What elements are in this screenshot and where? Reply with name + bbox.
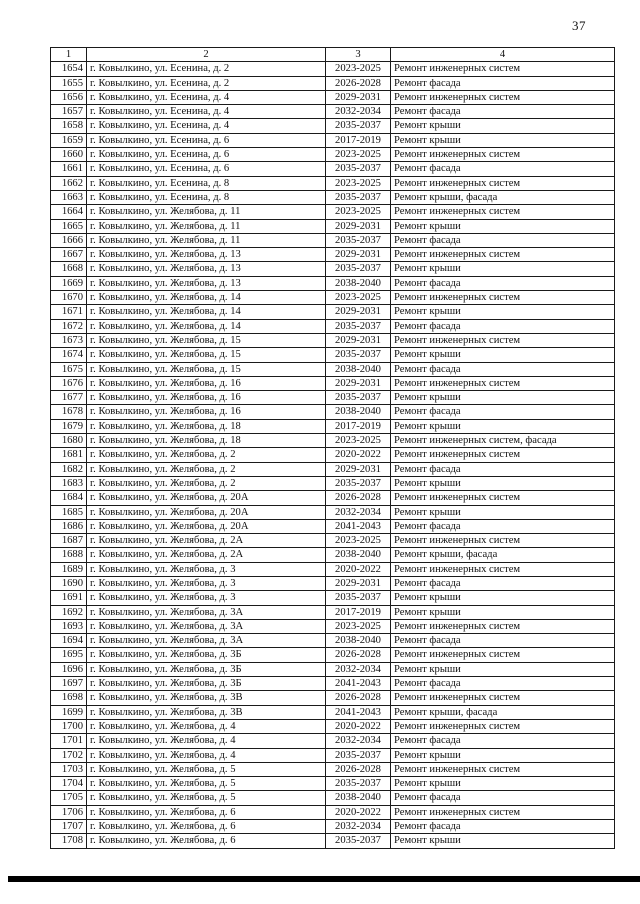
- work-type-cell: Ремонт инженерных систем: [391, 448, 615, 462]
- work-type-cell: Ремонт фасада: [391, 319, 615, 333]
- period-cell: 2035-2037: [326, 262, 391, 276]
- address-cell: г. Ковылкино, ул. Желябова, д. 14: [87, 305, 326, 319]
- work-type-cell: Ремонт крыши: [391, 605, 615, 619]
- row-number: 1667: [51, 248, 87, 262]
- row-number: 1688: [51, 548, 87, 562]
- row-number: 1676: [51, 376, 87, 390]
- period-cell: 2032-2034: [326, 505, 391, 519]
- table-row: [51, 190, 615, 204]
- row-number: 1687: [51, 534, 87, 548]
- table-row: [51, 119, 615, 133]
- table-row: [51, 634, 615, 648]
- address-cell: г. Ковылкино, ул. Желябова, д. 2: [87, 476, 326, 490]
- work-type-cell: Ремонт инженерных систем: [391, 248, 615, 262]
- row-number: 1689: [51, 562, 87, 576]
- work-type-cell: Ремонт крыши: [391, 748, 615, 762]
- address-cell: г. Ковылкино, ул. Желябова, д. 16: [87, 405, 326, 419]
- period-cell: 2023-2025: [326, 434, 391, 448]
- row-number: 1665: [51, 219, 87, 233]
- address-cell: г. Ковылкино, ул. Желябова, д. 3Б: [87, 648, 326, 662]
- table-row: [51, 805, 615, 819]
- table-row: [51, 448, 615, 462]
- work-type-cell: Ремонт инженерных систем: [391, 291, 615, 305]
- work-type-cell: Ремонт инженерных систем: [391, 205, 615, 219]
- address-cell: г. Ковылкино, ул. Желябова, д. 11: [87, 219, 326, 233]
- work-type-cell: Ремонт инженерных систем, фасада: [391, 434, 615, 448]
- work-type-cell: Ремонт фасада: [391, 519, 615, 533]
- row-number: 1673: [51, 333, 87, 347]
- period-cell: 2041-2043: [326, 705, 391, 719]
- work-type-cell: Ремонт инженерных систем: [391, 562, 615, 576]
- address-cell: г. Ковылкино, ул. Желябова, д. 3: [87, 591, 326, 605]
- work-type-cell: Ремонт фасада: [391, 576, 615, 590]
- work-type-cell: Ремонт инженерных систем: [391, 62, 615, 76]
- row-number: 1704: [51, 777, 87, 791]
- row-number: 1691: [51, 591, 87, 605]
- table-row: [51, 462, 615, 476]
- period-cell: 2017-2019: [326, 419, 391, 433]
- row-number: 1690: [51, 576, 87, 590]
- scan-bottom-band: [8, 876, 640, 882]
- row-number: 1694: [51, 634, 87, 648]
- table-row: [51, 691, 615, 705]
- period-cell: 2029-2031: [326, 305, 391, 319]
- period-cell: 2029-2031: [326, 248, 391, 262]
- table-row: [51, 262, 615, 276]
- table-body: [51, 62, 615, 848]
- work-type-cell: Ремонт инженерных систем: [391, 176, 615, 190]
- table-row: [51, 562, 615, 576]
- work-type-cell: Ремонт крыши: [391, 391, 615, 405]
- work-type-cell: Ремонт инженерных систем: [391, 619, 615, 633]
- address-cell: г. Ковылкино, ул. Желябова, д. 3В: [87, 705, 326, 719]
- work-type-cell: Ремонт крыши: [391, 219, 615, 233]
- address-cell: г. Ковылкино, ул. Желябова, д. 2: [87, 462, 326, 476]
- period-cell: 2017-2019: [326, 133, 391, 147]
- period-cell: 2041-2043: [326, 519, 391, 533]
- row-number: 1700: [51, 719, 87, 733]
- row-number: 1678: [51, 405, 87, 419]
- period-cell: 2035-2037: [326, 777, 391, 791]
- period-cell: 2020-2022: [326, 805, 391, 819]
- header-col-1: 1: [51, 48, 87, 62]
- row-number: 1705: [51, 791, 87, 805]
- row-number: 1699: [51, 705, 87, 719]
- address-cell: г. Ковылкино, ул. Желябова, д. 3А: [87, 605, 326, 619]
- period-cell: 2017-2019: [326, 605, 391, 619]
- table-row: [51, 348, 615, 362]
- work-type-cell: Ремонт инженерных систем: [391, 333, 615, 347]
- address-cell: г. Ковылкино, ул. Желябова, д. 6: [87, 805, 326, 819]
- period-cell: 2032-2034: [326, 105, 391, 119]
- table-row: [51, 319, 615, 333]
- table-row: [51, 248, 615, 262]
- period-cell: 2029-2031: [326, 90, 391, 104]
- address-cell: г. Ковылкино, ул. Желябова, д. 4: [87, 719, 326, 733]
- table-row: [51, 333, 615, 347]
- work-type-cell: Ремонт инженерных систем: [391, 491, 615, 505]
- address-cell: г. Ковылкино, ул. Есенина, д. 2: [87, 76, 326, 90]
- row-number: 1698: [51, 691, 87, 705]
- work-type-cell: Ремонт фасада: [391, 677, 615, 691]
- table-row: [51, 62, 615, 76]
- row-number: 1660: [51, 148, 87, 162]
- capital-repair-table: [50, 47, 615, 849]
- address-cell: г. Ковылкино, ул. Желябова, д. 2: [87, 448, 326, 462]
- table-row: [51, 434, 615, 448]
- row-number: 1684: [51, 491, 87, 505]
- work-type-cell: Ремонт фасада: [391, 362, 615, 376]
- row-number: 1664: [51, 205, 87, 219]
- work-type-cell: Ремонт фасада: [391, 820, 615, 834]
- work-type-cell: Ремонт крыши: [391, 419, 615, 433]
- period-cell: 2023-2025: [326, 176, 391, 190]
- period-cell: 2020-2022: [326, 448, 391, 462]
- table-row: [51, 90, 615, 104]
- header-col-2: 2: [87, 48, 326, 62]
- address-cell: г. Ковылкино, ул. Есенина, д. 8: [87, 176, 326, 190]
- period-cell: 2026-2028: [326, 491, 391, 505]
- row-number: 1696: [51, 662, 87, 676]
- address-cell: г. Ковылкино, ул. Желябова, д. 4: [87, 734, 326, 748]
- row-number: 1672: [51, 319, 87, 333]
- table-row: [51, 391, 615, 405]
- address-cell: г. Ковылкино, ул. Желябова, д. 20А: [87, 519, 326, 533]
- address-cell: г. Ковылкино, ул. Желябова, д. 3А: [87, 634, 326, 648]
- period-cell: 2023-2025: [326, 291, 391, 305]
- table-row: [51, 419, 615, 433]
- table-row: [51, 76, 615, 90]
- work-type-cell: Ремонт крыши: [391, 348, 615, 362]
- work-type-cell: Ремонт крыши: [391, 505, 615, 519]
- work-type-cell: Ремонт инженерных систем: [391, 762, 615, 776]
- work-type-cell: Ремонт крыши: [391, 305, 615, 319]
- table-row: [51, 605, 615, 619]
- address-cell: г. Ковылкино, ул. Желябова, д. 5: [87, 777, 326, 791]
- period-cell: 2023-2025: [326, 62, 391, 76]
- table-row: [51, 762, 615, 776]
- period-cell: 2032-2034: [326, 820, 391, 834]
- address-cell: г. Ковылкино, ул. Желябова, д. 3Б: [87, 677, 326, 691]
- row-number: 1680: [51, 434, 87, 448]
- row-number: 1674: [51, 348, 87, 362]
- work-type-cell: Ремонт крыши: [391, 834, 615, 848]
- row-number: 1686: [51, 519, 87, 533]
- row-number: 1669: [51, 276, 87, 290]
- address-cell: г. Ковылкино, ул. Желябова, д. 6: [87, 834, 326, 848]
- address-cell: г. Ковылкино, ул. Есенина, д. 6: [87, 133, 326, 147]
- row-number: 1693: [51, 619, 87, 633]
- table-row: [51, 276, 615, 290]
- row-number: 1706: [51, 805, 87, 819]
- table-row: [51, 777, 615, 791]
- address-cell: г. Ковылкино, ул. Желябова, д. 18: [87, 419, 326, 433]
- row-number: 1668: [51, 262, 87, 276]
- period-cell: 2038-2040: [326, 362, 391, 376]
- row-number: 1671: [51, 305, 87, 319]
- address-cell: г. Ковылкино, ул. Желябова, д. 14: [87, 291, 326, 305]
- work-type-cell: Ремонт крыши: [391, 777, 615, 791]
- period-cell: 2035-2037: [326, 391, 391, 405]
- address-cell: г. Ковылкино, ул. Желябова, д. 5: [87, 791, 326, 805]
- work-type-cell: Ремонт фасада: [391, 734, 615, 748]
- header-col-4: 4: [391, 48, 615, 62]
- address-cell: г. Ковылкино, ул. Желябова, д. 3: [87, 562, 326, 576]
- table-row: [51, 133, 615, 147]
- table-row: [51, 305, 615, 319]
- period-cell: 2023-2025: [326, 534, 391, 548]
- period-cell: 2035-2037: [326, 190, 391, 204]
- table-row: [51, 719, 615, 733]
- row-number: 1655: [51, 76, 87, 90]
- period-cell: 2035-2037: [326, 591, 391, 605]
- table-row: [51, 820, 615, 834]
- table-row: [51, 405, 615, 419]
- table-row: [51, 148, 615, 162]
- address-cell: г. Ковылкино, ул. Желябова, д. 13: [87, 248, 326, 262]
- work-type-cell: Ремонт крыши: [391, 662, 615, 676]
- period-cell: 2035-2037: [326, 119, 391, 133]
- period-cell: 2023-2025: [326, 205, 391, 219]
- address-cell: г. Ковылкино, ул. Желябова, д. 16: [87, 391, 326, 405]
- period-cell: 2041-2043: [326, 677, 391, 691]
- table-row: [51, 219, 615, 233]
- period-cell: 2038-2040: [326, 634, 391, 648]
- table-row: [51, 834, 615, 848]
- table-row: [51, 162, 615, 176]
- row-number: 1697: [51, 677, 87, 691]
- table-row: [51, 677, 615, 691]
- table-row: [51, 519, 615, 533]
- address-cell: г. Ковылкино, ул. Есенина, д. 6: [87, 148, 326, 162]
- period-cell: 2035-2037: [326, 319, 391, 333]
- row-number: 1707: [51, 820, 87, 834]
- row-number: 1703: [51, 762, 87, 776]
- address-cell: г. Ковылкино, ул. Желябова, д. 15: [87, 333, 326, 347]
- work-type-cell: Ремонт крыши: [391, 133, 615, 147]
- period-cell: 2032-2034: [326, 734, 391, 748]
- period-cell: 2020-2022: [326, 562, 391, 576]
- work-type-cell: Ремонт инженерных систем: [391, 534, 615, 548]
- address-cell: г. Ковылкино, ул. Желябова, д. 15: [87, 348, 326, 362]
- table-row: [51, 648, 615, 662]
- address-cell: г. Ковылкино, ул. Желябова, д. 2А: [87, 548, 326, 562]
- table-row: [51, 662, 615, 676]
- table-row: [51, 205, 615, 219]
- period-cell: 2026-2028: [326, 76, 391, 90]
- address-cell: г. Ковылкино, ул. Желябова, д. 3Б: [87, 662, 326, 676]
- address-cell: г. Ковылкино, ул. Желябова, д. 3: [87, 576, 326, 590]
- table-row: [51, 619, 615, 633]
- period-cell: 2035-2037: [326, 233, 391, 247]
- row-number: 1708: [51, 834, 87, 848]
- work-type-cell: Ремонт инженерных систем: [391, 376, 615, 390]
- address-cell: г. Ковылкино, ул. Желябова, д. 14: [87, 319, 326, 333]
- period-cell: 2029-2031: [326, 462, 391, 476]
- address-cell: г. Ковылкино, ул. Есенина, д. 4: [87, 105, 326, 119]
- work-type-cell: Ремонт фасада: [391, 405, 615, 419]
- table-row: [51, 576, 615, 590]
- address-cell: г. Ковылкино, ул. Желябова, д. 13: [87, 276, 326, 290]
- period-cell: 2029-2031: [326, 333, 391, 347]
- work-type-cell: Ремонт фасада: [391, 791, 615, 805]
- row-number: 1657: [51, 105, 87, 119]
- period-cell: 2035-2037: [326, 476, 391, 490]
- table-row: [51, 534, 615, 548]
- table-row: [51, 376, 615, 390]
- work-type-cell: Ремонт крыши: [391, 476, 615, 490]
- period-cell: 2038-2040: [326, 548, 391, 562]
- row-number: 1663: [51, 190, 87, 204]
- work-type-cell: Ремонт крыши: [391, 591, 615, 605]
- address-cell: г. Ковылкино, ул. Желябова, д. 20А: [87, 505, 326, 519]
- table-row: [51, 591, 615, 605]
- row-number: 1654: [51, 62, 87, 76]
- period-cell: 2029-2031: [326, 376, 391, 390]
- work-type-cell: Ремонт фасада: [391, 105, 615, 119]
- table-row: [51, 734, 615, 748]
- period-cell: 2035-2037: [326, 348, 391, 362]
- address-cell: г. Ковылкино, ул. Желябова, д. 13: [87, 262, 326, 276]
- address-cell: г. Ковылкино, ул. Есенина, д. 4: [87, 90, 326, 104]
- row-number: 1662: [51, 176, 87, 190]
- header-col-3: 3: [326, 48, 391, 62]
- row-number: 1675: [51, 362, 87, 376]
- row-number: 1677: [51, 391, 87, 405]
- row-number: 1670: [51, 291, 87, 305]
- table-row: [51, 491, 615, 505]
- period-cell: 2026-2028: [326, 762, 391, 776]
- address-cell: г. Ковылкино, ул. Есенина, д. 8: [87, 190, 326, 204]
- address-cell: г. Ковылкино, ул. Желябова, д. 16: [87, 376, 326, 390]
- work-type-cell: Ремонт крыши: [391, 262, 615, 276]
- row-number: 1685: [51, 505, 87, 519]
- table-row: [51, 291, 615, 305]
- work-type-cell: Ремонт крыши, фасада: [391, 190, 615, 204]
- row-number: 1679: [51, 419, 87, 433]
- work-type-cell: Ремонт фасада: [391, 276, 615, 290]
- address-cell: г. Ковылкино, ул. Желябова, д. 5: [87, 762, 326, 776]
- address-cell: г. Ковылкино, ул. Есенина, д. 4: [87, 119, 326, 133]
- address-cell: г. Ковылкино, ул. Желябова, д. 15: [87, 362, 326, 376]
- period-cell: 2035-2037: [326, 162, 391, 176]
- address-cell: г. Ковылкино, ул. Желябова, д. 3В: [87, 691, 326, 705]
- table-row: [51, 505, 615, 519]
- address-cell: г. Ковылкино, ул. Желябова, д. 4: [87, 748, 326, 762]
- row-number: 1702: [51, 748, 87, 762]
- address-cell: г. Ковылкино, ул. Желябова, д. 11: [87, 205, 326, 219]
- period-cell: 2035-2037: [326, 748, 391, 762]
- address-cell: г. Ковылкино, ул. Желябова, д. 20А: [87, 491, 326, 505]
- period-cell: 2035-2037: [326, 834, 391, 848]
- address-cell: г. Ковылкино, ул. Есенина, д. 6: [87, 162, 326, 176]
- row-number: 1701: [51, 734, 87, 748]
- address-cell: г. Ковылкино, ул. Желябова, д. 6: [87, 820, 326, 834]
- period-cell: 2029-2031: [326, 576, 391, 590]
- period-cell: 2029-2031: [326, 219, 391, 233]
- work-type-cell: Ремонт крыши, фасада: [391, 548, 615, 562]
- work-type-cell: Ремонт крыши, фасада: [391, 705, 615, 719]
- row-number: 1681: [51, 448, 87, 462]
- work-type-cell: Ремонт крыши: [391, 119, 615, 133]
- work-type-cell: Ремонт фасада: [391, 162, 615, 176]
- period-cell: 2023-2025: [326, 619, 391, 633]
- address-cell: г. Ковылкино, ул. Желябова, д. 18: [87, 434, 326, 448]
- work-type-cell: Ремонт инженерных систем: [391, 805, 615, 819]
- period-cell: 2032-2034: [326, 662, 391, 676]
- row-number: 1661: [51, 162, 87, 176]
- table-row: [51, 362, 615, 376]
- table-row: [51, 705, 615, 719]
- work-type-cell: Ремонт инженерных систем: [391, 148, 615, 162]
- row-number: 1695: [51, 648, 87, 662]
- table-header-row: [51, 48, 615, 62]
- table-row: [51, 748, 615, 762]
- address-cell: г. Ковылкино, ул. Желябова, д. 2А: [87, 534, 326, 548]
- work-type-cell: Ремонт фасада: [391, 634, 615, 648]
- work-type-cell: Ремонт фасада: [391, 233, 615, 247]
- work-type-cell: Ремонт инженерных систем: [391, 691, 615, 705]
- table-row: [51, 476, 615, 490]
- table-row: [51, 548, 615, 562]
- work-type-cell: Ремонт инженерных систем: [391, 719, 615, 733]
- row-number: 1666: [51, 233, 87, 247]
- row-number: 1682: [51, 462, 87, 476]
- page-number: 37: [572, 18, 586, 33]
- work-type-cell: Ремонт инженерных систем: [391, 648, 615, 662]
- table-row: [51, 233, 615, 247]
- period-cell: 2038-2040: [326, 405, 391, 419]
- period-cell: 2038-2040: [326, 791, 391, 805]
- period-cell: 2038-2040: [326, 276, 391, 290]
- row-number: 1683: [51, 476, 87, 490]
- period-cell: 2026-2028: [326, 648, 391, 662]
- row-number: 1658: [51, 119, 87, 133]
- address-cell: г. Ковылкино, ул. Желябова, д. 11: [87, 233, 326, 247]
- work-type-cell: Ремонт инженерных систем: [391, 90, 615, 104]
- table-row: [51, 176, 615, 190]
- table-row: [51, 791, 615, 805]
- period-cell: 2023-2025: [326, 148, 391, 162]
- period-cell: 2026-2028: [326, 691, 391, 705]
- work-type-cell: Ремонт фасада: [391, 462, 615, 476]
- address-cell: г. Ковылкино, ул. Желябова, д. 3А: [87, 619, 326, 633]
- row-number: 1656: [51, 90, 87, 104]
- period-cell: 2020-2022: [326, 719, 391, 733]
- address-cell: г. Ковылкино, ул. Есенина, д. 2: [87, 62, 326, 76]
- row-number: 1659: [51, 133, 87, 147]
- table-row: [51, 105, 615, 119]
- work-type-cell: Ремонт фасада: [391, 76, 615, 90]
- row-number: 1692: [51, 605, 87, 619]
